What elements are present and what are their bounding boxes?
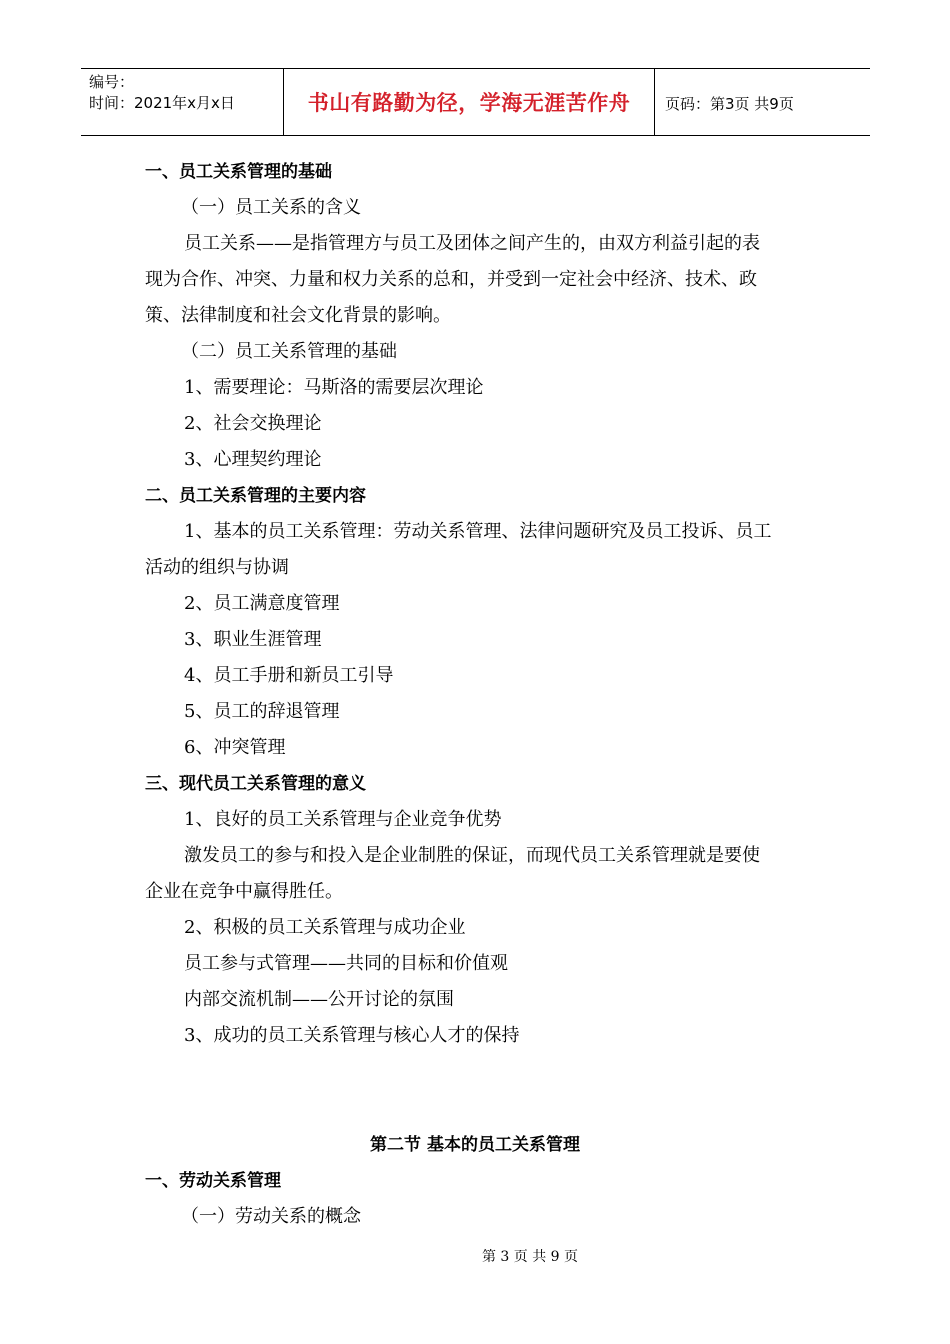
list-item: 5、员工的辞退管理 <box>184 701 340 722</box>
section-body <box>145 1163 815 1235</box>
paragraph-line: 现为合作、冲突、力量和权力关系的总和，并受到一定社会中经济、技术、政 <box>145 269 757 290</box>
header-motto-cell <box>283 69 655 135</box>
paragraph-line: 企业在竞争中赢得胜任。 <box>145 881 343 902</box>
paragraph-line: 活动的组织与协调 <box>145 557 289 578</box>
list-item: 1、需要理论：马斯洛的需要层次理论 <box>184 377 484 398</box>
document-number-label: 编号： <box>89 73 135 91</box>
list-item: 2、积极的员工关系管理与成功企业 <box>184 917 466 938</box>
list-item: 6、冲突管理 <box>184 737 286 758</box>
heading-1: 二、员工关系管理的主要内容 <box>145 486 366 506</box>
list-item: 2、社会交换理论 <box>184 413 322 434</box>
header-motto: 书山有路勤为径，学海无涯苦作舟 <box>307 91 631 115</box>
list-item: 4、员工手册和新员工引导 <box>184 665 394 686</box>
section-title: 第二节 基本的员工关系管理 <box>370 1135 580 1155</box>
heading-1: 三、现代员工关系管理的意义 <box>145 774 366 794</box>
paragraph-line: 策、法律制度和社会文化背景的影响。 <box>145 305 451 326</box>
page-footer: 第 3 页 共 9 页 <box>481 1249 579 1265</box>
list-item: 3、成功的员工关系管理与核心人才的保持 <box>184 1025 520 1046</box>
paragraph-line: 员工关系——是指管理方与员工及团体之间产生的，由双方利益引起的表 <box>184 233 760 254</box>
paragraph-line: 激发员工的参与和投入是企业制胜的保证，而现代员工关系管理就是要使 <box>184 845 760 866</box>
heading-1: 一、劳动关系管理 <box>145 1171 281 1191</box>
page-header <box>81 68 870 136</box>
list-item: 3、心理契约理论 <box>184 449 322 470</box>
subheading: （一）员工关系的含义 <box>181 197 361 218</box>
list-item: 3、职业生涯管理 <box>184 629 322 650</box>
heading-1: 一、员工关系管理的基础 <box>145 162 332 182</box>
document-time-label: 时间：2021年x月x日 <box>89 94 235 112</box>
paragraph-line: 员工参与式管理——共同的目标和价值观 <box>184 953 508 974</box>
list-item: 2、员工满意度管理 <box>184 593 340 614</box>
subheading: （二）员工关系管理的基础 <box>181 341 397 362</box>
paragraph-line: 内部交流机制——公开讨论的氛围 <box>184 989 454 1010</box>
header-page-label: 页码：第3页 共9页 <box>665 95 794 113</box>
document-body <box>145 154 815 1054</box>
subheading: （一）劳动关系的概念 <box>181 1206 361 1227</box>
header-meta <box>81 69 283 135</box>
list-item: 1、良好的员工关系管理与企业竞争优势 <box>184 809 502 830</box>
list-item: 1、基本的员工关系管理：劳动关系管理、法律问题研究及员工投诉、员工 <box>184 521 772 542</box>
